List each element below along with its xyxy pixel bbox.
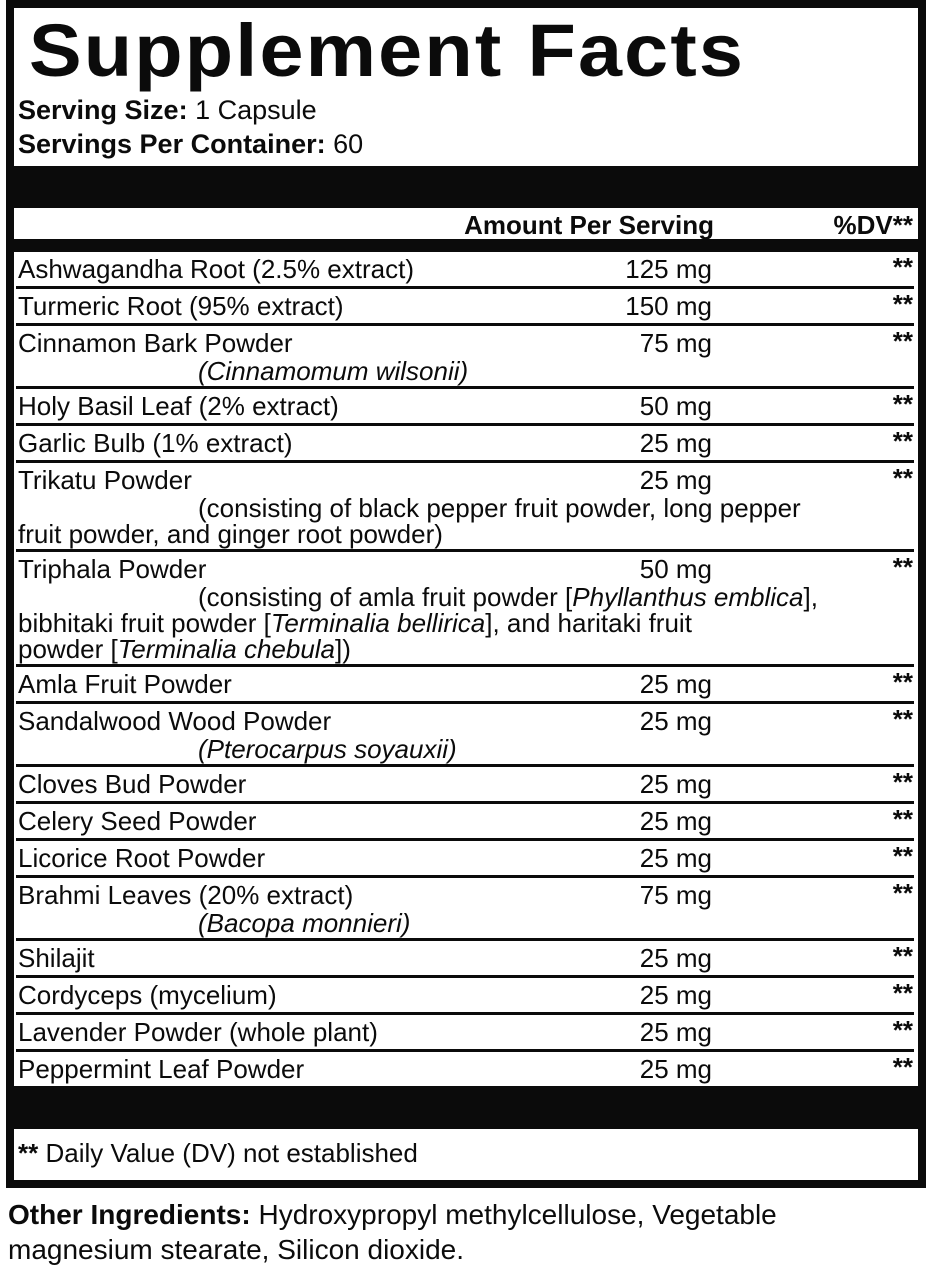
- ingredient-dv: **: [892, 703, 913, 734]
- serving-size-line: [16, 93, 914, 127]
- ingredient-name: Peppermint Leaf Powder: [18, 1053, 305, 1084]
- ingredient-name: Lavender Powder (whole plant): [18, 1016, 378, 1047]
- servings-per-container-line: [16, 127, 914, 161]
- sub-line-text: ], and haritaki fruit: [485, 607, 692, 638]
- percent-dv-header: %DV**: [833, 209, 913, 240]
- footnote-text: Daily Value (DV) not established: [45, 1137, 418, 1168]
- ingredient-rows: [16, 252, 914, 1086]
- other-ingredients-label: Other Ingredients:: [8, 1198, 251, 1230]
- ingredient-dv: **: [892, 288, 913, 319]
- ingredient-amount: 25 mg: [639, 979, 712, 1010]
- ingredient-name: Cloves Bud Powder: [18, 768, 247, 799]
- ingredient-row: [16, 252, 914, 289]
- botanical-name: Terminalia chebula: [117, 633, 336, 664]
- ingredient-sub-line: [16, 355, 914, 386]
- ingredient-dv: **: [892, 551, 913, 582]
- ingredient-dv: **: [892, 462, 913, 493]
- ingredient-dv: **: [892, 425, 913, 456]
- botanical-name: (Bacopa monnieri): [198, 907, 411, 938]
- ingredient-amount: 25 mg: [639, 842, 712, 873]
- ingredient-name: Garlic Bulb (1% extract): [18, 427, 293, 458]
- ingredient-amount: 25 mg: [639, 768, 712, 799]
- ingredient-row: [16, 289, 914, 326]
- other-ingredients: [0, 1188, 868, 1267]
- ingredient-sub-line: [16, 581, 914, 612]
- ingredient-amount: 75 mg: [639, 879, 712, 910]
- ingredient-row: [16, 426, 914, 463]
- sub-line-text: powder [: [18, 633, 118, 664]
- ingredient-row: [16, 767, 914, 804]
- daily-value-footnote: [16, 1129, 914, 1180]
- other-ingredients-text: Hydroxypropyl methylcellulose, Vegetable magnesium stearate, Silicon dioxide.: [8, 1198, 777, 1265]
- ingredient-amount: 50 mg: [639, 553, 712, 584]
- ingredient-name: Sandalwood Wood Powder: [18, 705, 332, 736]
- ingredient-amount: 150 mg: [625, 290, 712, 321]
- ingredient-amount: 125 mg: [625, 253, 712, 284]
- ingredient-dv: **: [892, 1051, 913, 1082]
- ingredient-row: [16, 841, 914, 878]
- ingredient-row: [16, 878, 914, 941]
- sub-line-text: ],: [803, 581, 818, 612]
- botanical-name: (Cinnamomum wilsonii): [198, 355, 469, 386]
- ingredient-sub-line: [16, 733, 914, 764]
- ingredient-row: [16, 326, 914, 389]
- servings-per-container-value: 60: [333, 128, 364, 159]
- botanical-name: (Pterocarpus soyauxii): [198, 733, 457, 764]
- ingredient-dv: **: [892, 666, 913, 697]
- ingredient-dv: **: [892, 325, 913, 356]
- sub-line-text: (consisting of amla fruit powder [: [198, 581, 573, 612]
- ingredient-dv: **: [892, 251, 913, 282]
- sub-line-text: ]): [335, 633, 351, 664]
- ingredient-dv: **: [892, 388, 913, 419]
- ingredient-amount: 25 mg: [639, 1053, 712, 1084]
- ingredient-amount: 25 mg: [639, 1016, 712, 1047]
- amount-per-serving-header: Amount Per Serving: [464, 209, 714, 240]
- ingredient-name: Cinnamon Bark Powder: [18, 327, 293, 358]
- ingredient-sub-line: [16, 907, 914, 938]
- ingredient-name: Ashwagandha Root (2.5% extract): [18, 253, 414, 284]
- ingredient-name: Licorice Root Powder: [18, 842, 266, 873]
- ingredient-dv: **: [892, 840, 913, 871]
- sub-line-text: bibhitaki fruit powder [: [18, 607, 271, 638]
- ingredient-row: [16, 552, 914, 667]
- ingredient-name: Cordyceps (mycelium): [18, 979, 277, 1010]
- servings-per-container-label: Servings Per Container:: [18, 128, 326, 159]
- footnote-marker: **: [18, 1137, 39, 1168]
- ingredient-name: Trikatu Powder: [18, 464, 192, 495]
- ingredient-row: [16, 1015, 914, 1052]
- ingredient-row: [16, 389, 914, 426]
- ingredient-name: Celery Seed Powder: [18, 805, 257, 836]
- ingredient-amount: 25 mg: [639, 668, 712, 699]
- ingredient-amount: 25 mg: [639, 942, 712, 973]
- separator-bar-bottom: [14, 1086, 918, 1129]
- facts-panel: [6, 0, 926, 1188]
- ingredient-dv: **: [892, 766, 913, 797]
- ingredient-dv: **: [892, 977, 913, 1008]
- facts-panel-inner: [14, 8, 918, 1180]
- botanical-name: Phyllanthus emblica: [572, 581, 804, 612]
- serving-size-label: Serving Size:: [18, 94, 188, 125]
- ingredient-name: Turmeric Root (95% extract): [18, 290, 344, 321]
- panel-title: Supplement Facts: [28, 9, 746, 92]
- sub-line-text: fruit powder, and ginger root powder): [18, 518, 443, 549]
- ingredient-sub-line: [16, 518, 914, 549]
- ingredient-row: [16, 704, 914, 767]
- separator-bar-top: [14, 166, 918, 208]
- ingredient-amount: 25 mg: [639, 464, 712, 495]
- ingredient-dv: **: [892, 803, 913, 834]
- ingredient-amount: 25 mg: [639, 805, 712, 836]
- ingredient-row: [16, 1052, 914, 1086]
- table-header-row: [16, 208, 914, 239]
- ingredient-name: Shilajit: [18, 942, 95, 973]
- ingredient-name: Brahmi Leaves (20% extract): [18, 879, 354, 910]
- ingredient-row: [16, 463, 914, 552]
- ingredient-dv: **: [892, 877, 913, 908]
- ingredient-name: Amla Fruit Powder: [18, 668, 232, 699]
- ingredient-name: Triphala Powder: [18, 553, 207, 584]
- ingredient-name: Holy Basil Leaf (2% extract): [18, 390, 339, 421]
- ingredient-sub-line: [16, 633, 914, 664]
- ingredient-sub-line: [16, 492, 914, 523]
- sub-line-text: (consisting of black pepper fruit powder, long pepper: [198, 492, 801, 523]
- ingredient-amount: 25 mg: [639, 427, 712, 458]
- ingredient-row: [16, 667, 914, 704]
- serving-size-value: 1 Capsule: [195, 94, 317, 125]
- ingredient-row: [16, 941, 914, 978]
- ingredient-amount: 50 mg: [639, 390, 712, 421]
- ingredient-amount: 25 mg: [639, 705, 712, 736]
- ingredient-row: [16, 978, 914, 1015]
- ingredient-sub-line: [16, 607, 914, 638]
- botanical-name: Terminalia bellirica: [270, 607, 486, 638]
- ingredient-amount: 75 mg: [639, 327, 712, 358]
- ingredient-dv: **: [892, 1014, 913, 1045]
- ingredient-dv: **: [892, 940, 913, 971]
- ingredient-row: [16, 804, 914, 841]
